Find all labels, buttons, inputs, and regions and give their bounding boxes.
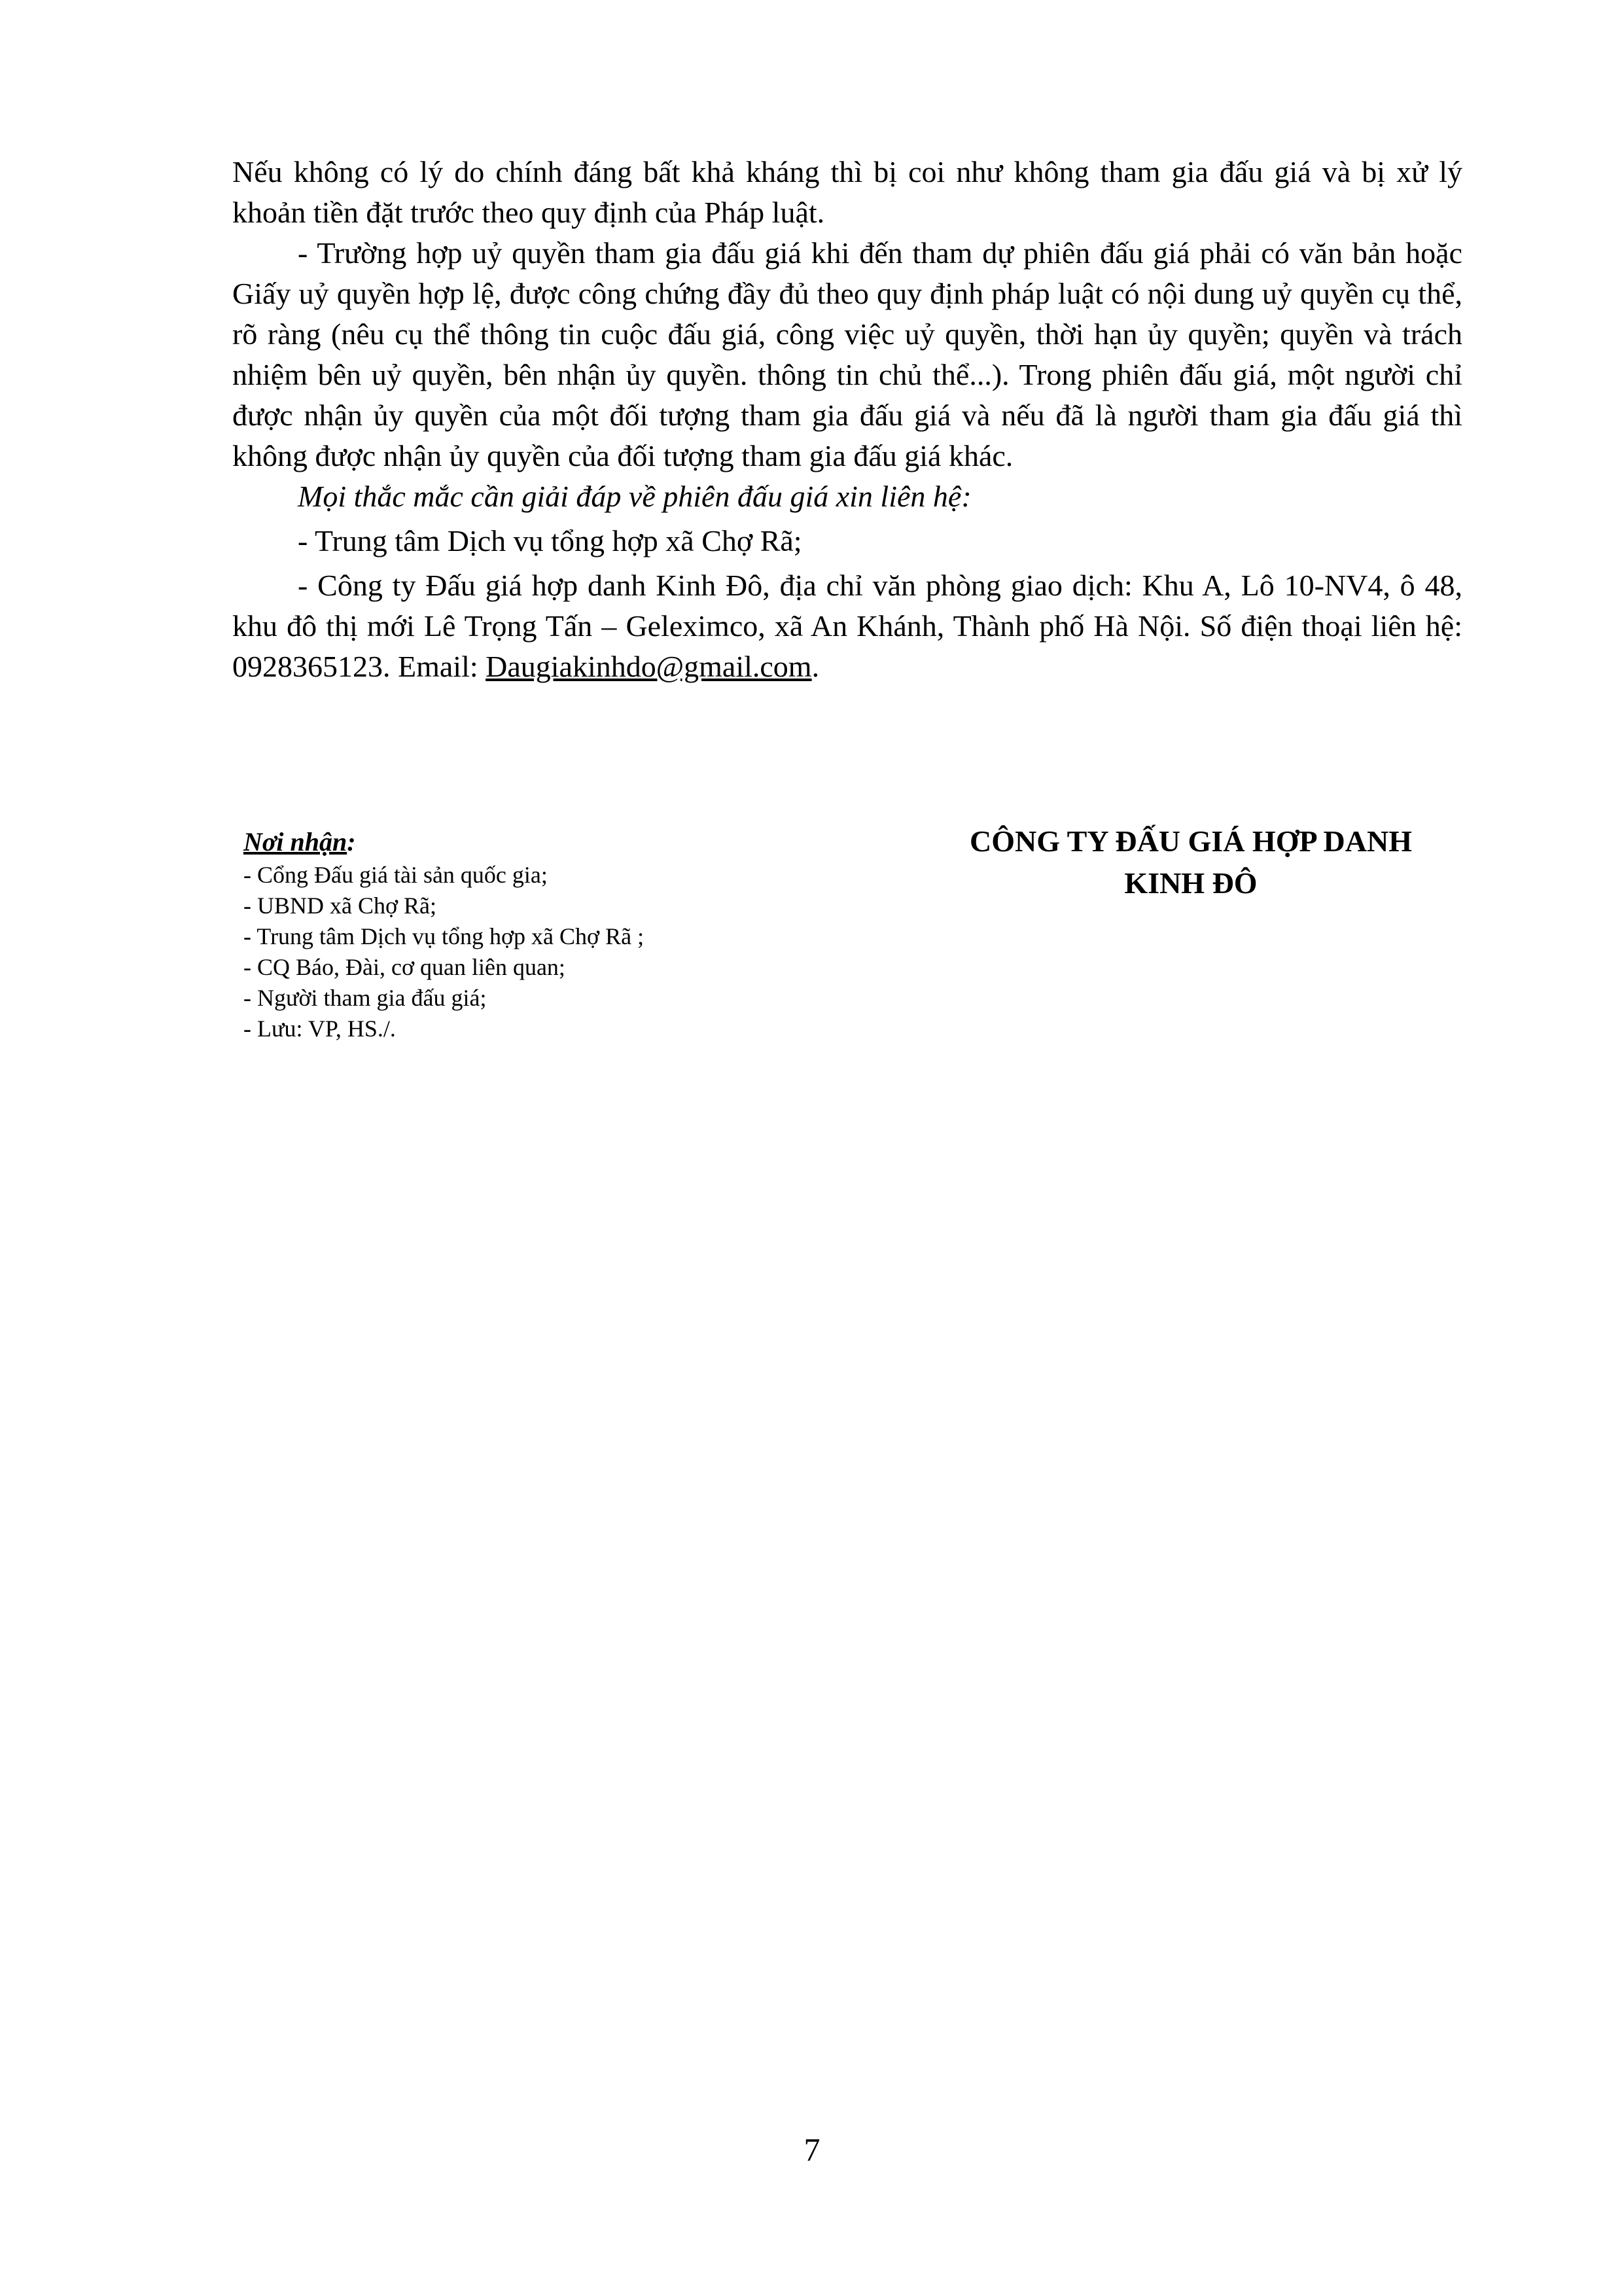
recipients-list bbox=[243, 860, 832, 1044]
recipients-title-colon: : bbox=[347, 827, 356, 857]
signature-company-line2: KINH ĐÔ bbox=[1124, 866, 1258, 900]
contact-item-auction-company bbox=[232, 565, 1462, 687]
paragraph-authorization: - Trường hợp uỷ quyền tham gia đấu giá khi đến tham dự phiên đấu giá phải có văn bản hoặc Giấy uỷ quyền hợp lệ, được công chứng đầy đủ theo quy định pháp luật có nội dung uỷ quyền cụ thể, rõ ràng (nêu cụ thể thông tin cuộc đấu giá, công việc uỷ quyền, thời hạn ủy quyền; quyền và trách nhiệm bên uỷ quyền, bên nhận ủy quyền. thông tin chủ thể...). Trong phiên đấu giá, một người chỉ được nhận ủy quyền của một đối tượng tham gia đấu giá và nếu đã là người tham gia đấu giá thì không được nhận ủy quyền của đối tượng tham gia đấu giá khác. bbox=[232, 236, 1462, 472]
paragraph-absence-penalty: Nếu không có lý do chính đáng bất khả kháng thì bị coi như không tham gia đấu giá và bị xử lý khoản tiền đặt trước theo quy định của Pháp luật. bbox=[232, 155, 1462, 229]
recipients-title bbox=[243, 826, 832, 858]
contact-item-service-center: - Trung tâm Dịch vụ tổng hợp xã Chợ Rã; bbox=[298, 524, 802, 557]
recipient-item: - Người tham gia đấu giá; bbox=[243, 985, 487, 1011]
recipients-title-label: Nơi nhận bbox=[243, 827, 347, 857]
recipient-item: - Trung tâm Dịch vụ tổng hợp xã Chợ Rã ; bbox=[243, 923, 644, 949]
email-link[interactable]: Daugiakinhdo@gmail.com bbox=[485, 650, 812, 683]
document-body bbox=[232, 152, 1462, 687]
signature-block bbox=[903, 821, 1479, 904]
contact-company-end: . bbox=[811, 650, 820, 683]
paragraph-contact-intro: Mọi thắc mắc cần giải đáp về phiên đấu giá xin liên hệ: bbox=[298, 480, 972, 513]
signature-company-line1: CÔNG TY ĐẤU GIÁ HỢP DANH bbox=[970, 824, 1412, 858]
recipients-block bbox=[243, 826, 832, 1044]
recipient-item: - Lưu: VP, HS./. bbox=[243, 1016, 396, 1042]
contact-company-text: - Công ty Đấu giá hợp danh Kinh Đô, địa chỉ văn phòng giao dịch: Khu A, Lô 10-NV4, ô 48, khu đô thị mới Lê Trọng Tấn – Geleximco, xã An Khánh, Thành phố Hà Nội. Số điện thoại liên hệ: 0928365123. Email: bbox=[232, 569, 1462, 683]
page-number: 7 bbox=[803, 2131, 821, 2168]
recipient-item: - Cổng Đấu giá tài sản quốc gia; bbox=[243, 862, 548, 888]
recipient-item: - UBND xã Chợ Rã; bbox=[243, 892, 437, 919]
recipient-item: - CQ Báo, Đài, cơ quan liên quan; bbox=[243, 954, 565, 980]
